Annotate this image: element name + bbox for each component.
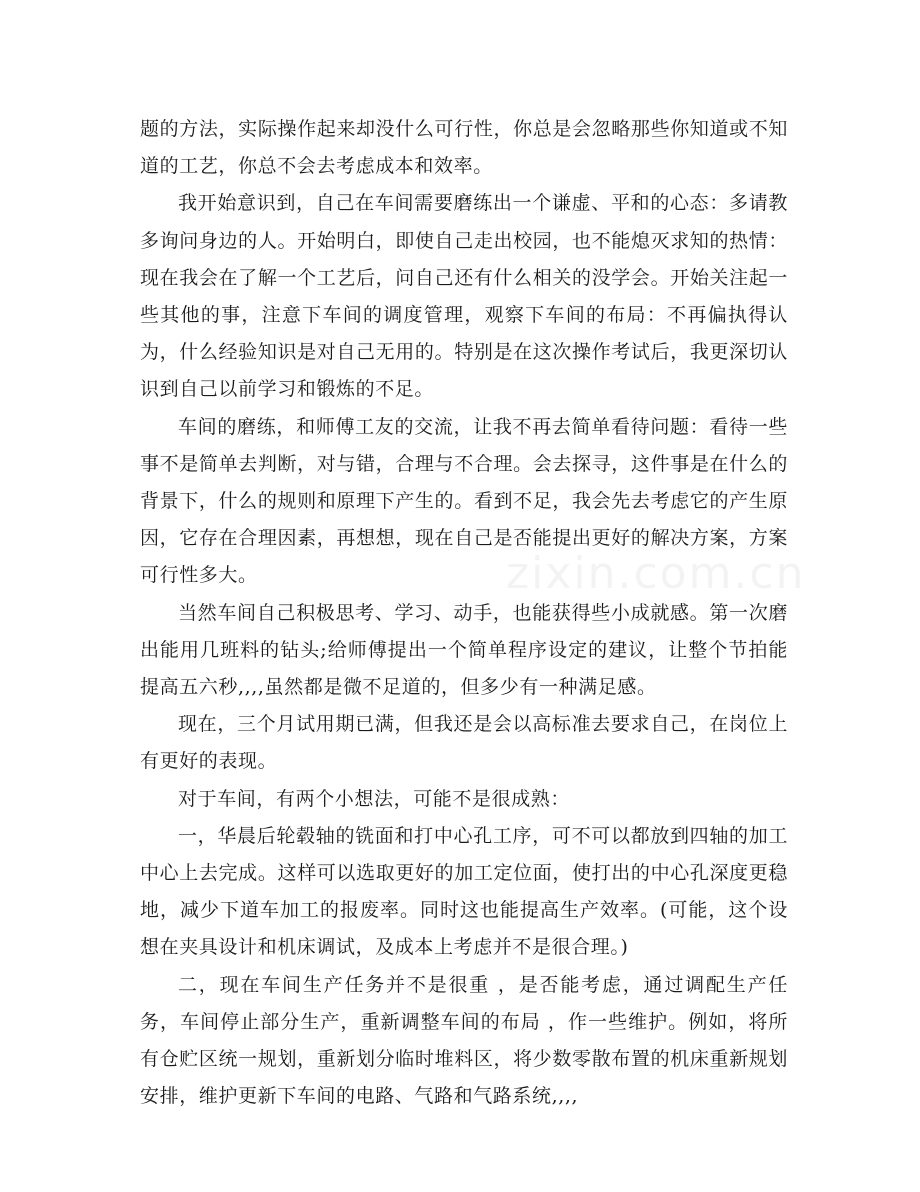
paragraph-8: 二，现在车间生产任务并不是很重 ，是否能考虑，通过调配生产任务，车间停止部分生产，重新调整车间的布局 ，作一些维护。例如，将所有仓贮区统一规划，重新划分临时堆料区，将少数零散布置的机床重新规划安排，维护更新下车间的电路、气路和气路系统,,,,	[140, 973, 788, 1108]
paragraph-4: 当然车间自己积极思考、学习、动手，也能获得些小成就感。第一次磨出能用几班料的钻头;给师傅提出一个简单程序设定的建议，让整个节拍能提高五六秒,,,,虽然都是微不足道的，但多少有一种满足感。	[140, 601, 788, 699]
paragraph-7: 一，华晨后轮毂轴的铣面和打中心孔工序，可不可以都放到四轴的加工中心上去完成。这样可以选取更好的加工定位面，使打出的中心孔深度更稳地，减少下道车加工的报废率。同时这也能提高生产效率。(可能，这个设想在夹具设计和机床调试，及成本上考虑并不是很合理。)	[140, 824, 788, 959]
paragraph-5: 现在，三个月试用期已满，但我还是会以高标准去要求自己，在岗位上有更好的表现。	[140, 713, 788, 773]
document-body	[140, 111, 788, 1115]
paragraph-3: 车间的磨练，和师傅工友的交流，让我不再去简单看待问题：看待一些事不是简单去判断，对与错，合理与不合理。会去探寻，这件事是在什么的背景下，什么的规则和原理下产生的。看到不足，我会先去考虑它的产生原因，它存在合理因素，再想想，现在自己是否能提出更好的解决方案，方案可行性多大。	[140, 415, 788, 587]
watermark: zixin.com.cn	[506, 548, 806, 599]
paragraph-2: 我开始意识到，自己在车间需要磨练出一个谦虚、平和的心态：多请教多询问身边的人。开始明白，即使自己走出校园，也不能熄灭求知的热情：现在我会在了解一个工艺后，问自己还有什么相关的没学会。开始关注起一些其他的事，注意下车间的调度管理，观察下车间的布局：不再偏执得认为，什么经验知识是对自己无用的。特别是在这次操作考试后，我更深切认识到自己以前学习和锻炼的不足。	[140, 192, 788, 401]
paragraph-1: 题的方法，实际操作起来却没什么可行性，你总是会忽略那些你知道或不知道的工艺，你总不会去考虑成本和效率。	[140, 118, 788, 178]
paragraph-6: 对于车间，有两个小想法，可能不是很成熟：	[178, 787, 571, 810]
